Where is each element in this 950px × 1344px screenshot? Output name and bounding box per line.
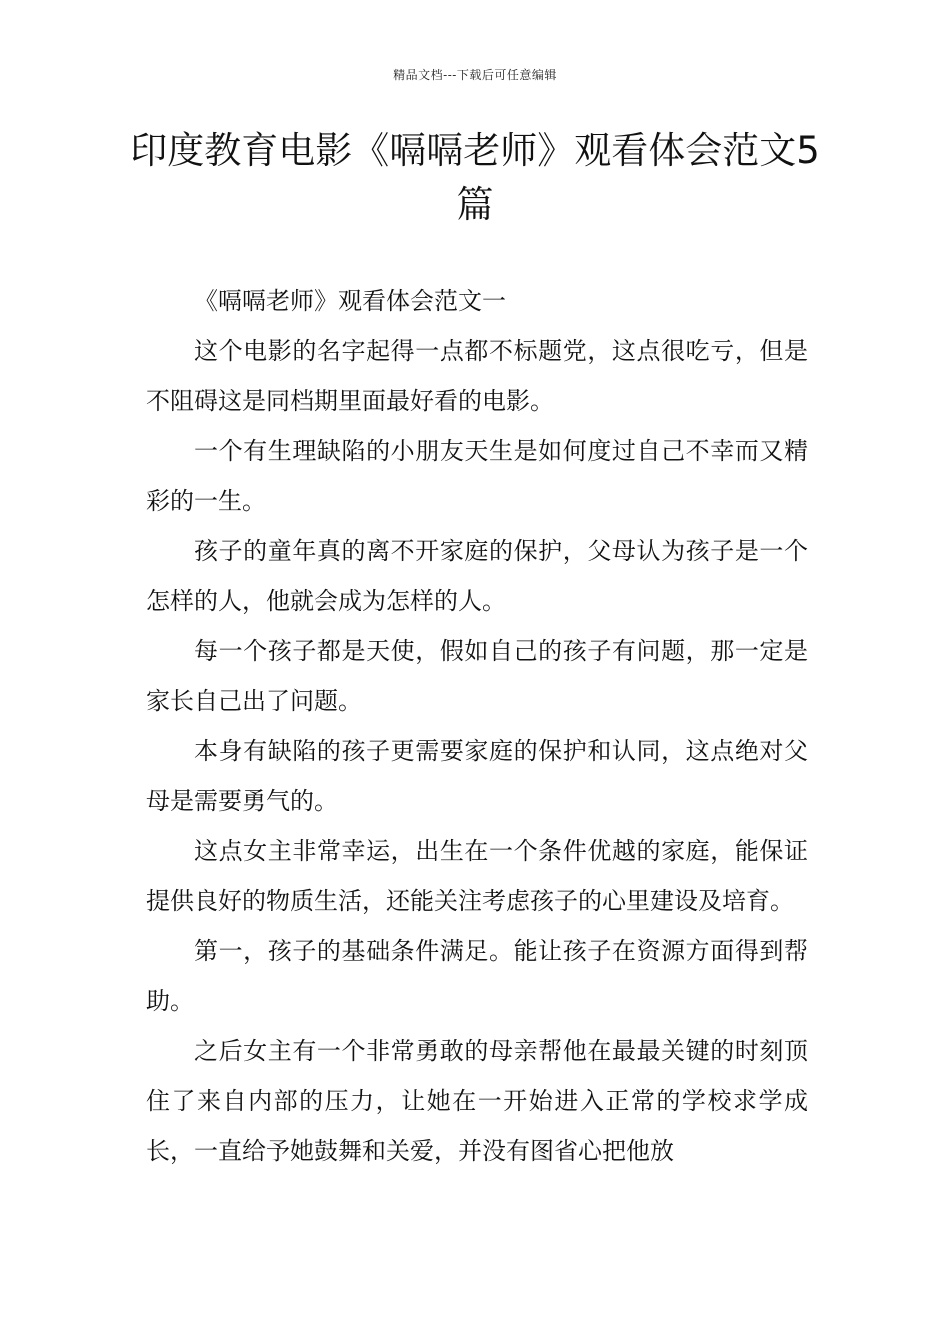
paragraph-section-heading: 《嗝嗝老师》观看体会范文一	[194, 287, 506, 315]
paragraph: 之后女主有一个非常勇敢的母亲帮他在最最关键的时刻顶住了来自内部的压力，让她在一开始进入正常的学校求学成长，一直给予她鼓舞和关爱，并没有图省心把他放	[146, 1037, 808, 1165]
paragraph: 第一，孩子的基础条件满足。能让孩子在资源方面得到帮助。	[146, 937, 808, 1015]
paragraph: 一个有生理缺陷的小朋友天生是如何度过自己不幸而又精彩的一生。	[146, 437, 808, 515]
paragraph: 每一个孩子都是天使，假如自己的孩子有问题，那一定是家长自己出了问题。	[146, 637, 808, 715]
paragraph: 本身有缺陷的孩子更需要家庭的保护和认同，这点绝对父母是需要勇气的。	[146, 737, 808, 815]
document-title: 印度教育电影《嗝嗝老师》观看体会范文5篇	[130, 129, 820, 226]
paragraph: 孩子的童年真的离不开家庭的保护，父母认为孩子是一个怎样的人，他就会成为怎样的人。	[146, 537, 808, 615]
document-body	[146, 276, 808, 1176]
paragraph: 这个电影的名字起得一点都不标题党，这点很吃亏，但是不阻碍这是同档期里面最好看的电影。	[146, 337, 808, 415]
paragraph: 这点女主非常幸运，出生在一个条件优越的家庭，能保证提供良好的物质生活，还能关注考虑孩子的心里建设及培育。	[146, 837, 808, 915]
header-note: 精品文档---下载后可任意编辑	[393, 68, 557, 82]
